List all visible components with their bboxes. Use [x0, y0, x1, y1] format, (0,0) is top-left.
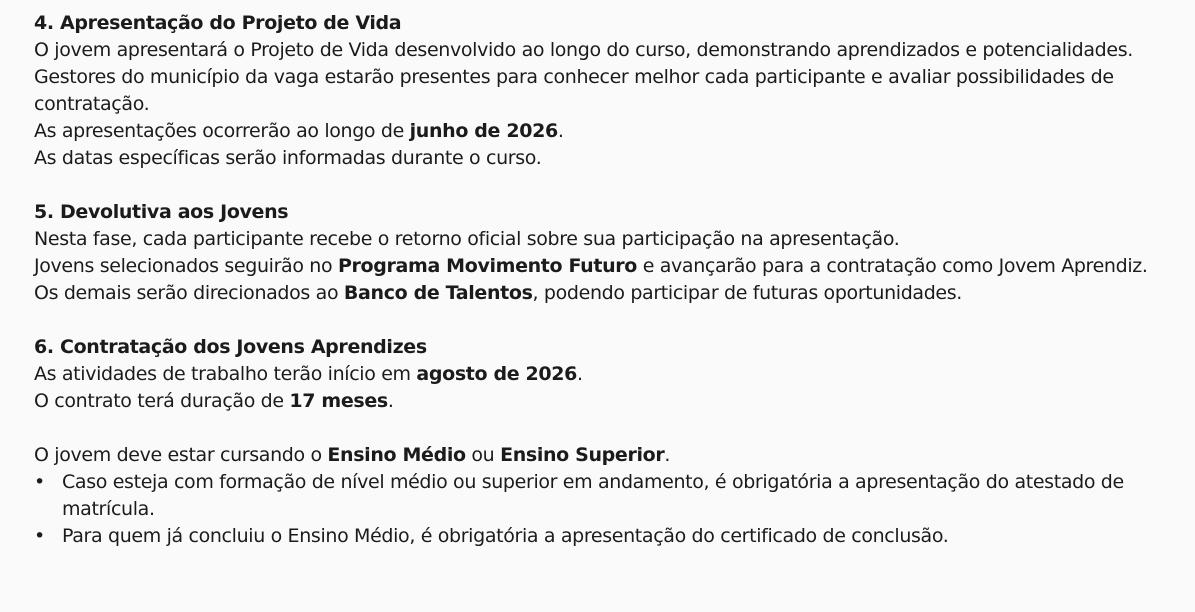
- highlight-date: agosto de 2026: [416, 363, 578, 385]
- text: ou: [465, 444, 501, 466]
- text: .: [664, 444, 671, 466]
- text: O jovem deve estar cursando o: [34, 444, 328, 466]
- list-item: [34, 469, 1174, 523]
- text: Os demais serão direcionados ao: [34, 282, 344, 304]
- section-heading: 6. Contratação dos Jovens Aprendizes: [34, 336, 427, 358]
- text: As apresentações ocorrerão ao longo de: [34, 120, 410, 142]
- text: As atividades de trabalho terão início em: [34, 363, 417, 385]
- text: Jovens selecionados seguirão no: [34, 255, 338, 277]
- paragraph: Gestores do município da vaga estarão presentes para conhecer melhor cada participante e avaliar possibilidades de contratação.: [34, 66, 1114, 115]
- text: , podendo participar de futuras oportunidades.: [532, 282, 962, 304]
- paragraph: [34, 388, 1174, 415]
- highlight-date: junho de 2026: [409, 120, 558, 142]
- text: .: [577, 363, 583, 385]
- highlight-talent-bank: Banco de Talentos: [343, 282, 533, 304]
- section-project-presentation: [34, 10, 1174, 172]
- text: O contrato terá duração de: [34, 390, 290, 412]
- section-feedback: [34, 199, 1174, 307]
- section-education-requirements: [34, 442, 1174, 550]
- list-item-text: Caso esteja com formação de nível médio ou superior em andamento, é obrigatória a apresentação do atestado de matrícula.: [62, 471, 1124, 520]
- paragraph: Nesta fase, cada participante recebe o retorno oficial sobre sua participação na apresentação.: [34, 228, 900, 250]
- document-body: [34, 10, 1174, 550]
- highlight-high-school: Ensino Médio: [327, 444, 466, 466]
- paragraph: [34, 442, 1174, 469]
- bullet-icon: •: [34, 525, 45, 547]
- list-item: [34, 523, 1174, 550]
- highlight-higher-education: Ensino Superior: [500, 444, 665, 466]
- requirements-list: [34, 469, 1174, 550]
- paragraph: [34, 280, 1174, 307]
- paragraph: [34, 118, 1174, 145]
- text: e avançarão para a contratação como Jovem Aprendiz.: [637, 255, 1148, 277]
- highlight-duration: 17 meses: [289, 390, 388, 412]
- highlight-program: Programa Movimento Futuro: [337, 255, 637, 277]
- paragraph: O jovem apresentará o Projeto de Vida desenvolvido ao longo do curso, demonstrando aprendizados e potencialidades.: [34, 39, 1133, 61]
- section-heading: 5. Devolutiva aos Jovens: [34, 201, 289, 223]
- text: .: [557, 120, 564, 142]
- text: .: [387, 390, 394, 412]
- paragraph: As datas específicas serão informadas durante o curso.: [34, 147, 542, 169]
- section-hiring: [34, 334, 1174, 415]
- paragraph: [34, 253, 1174, 280]
- section-heading: 4. Apresentação do Projeto de Vida: [34, 12, 402, 34]
- paragraph: [34, 361, 1174, 388]
- list-item-text: Para quem já concluiu o Ensino Médio, é obrigatória a apresentação do certificado de conclusão.: [62, 525, 949, 547]
- bullet-icon: •: [34, 471, 45, 493]
